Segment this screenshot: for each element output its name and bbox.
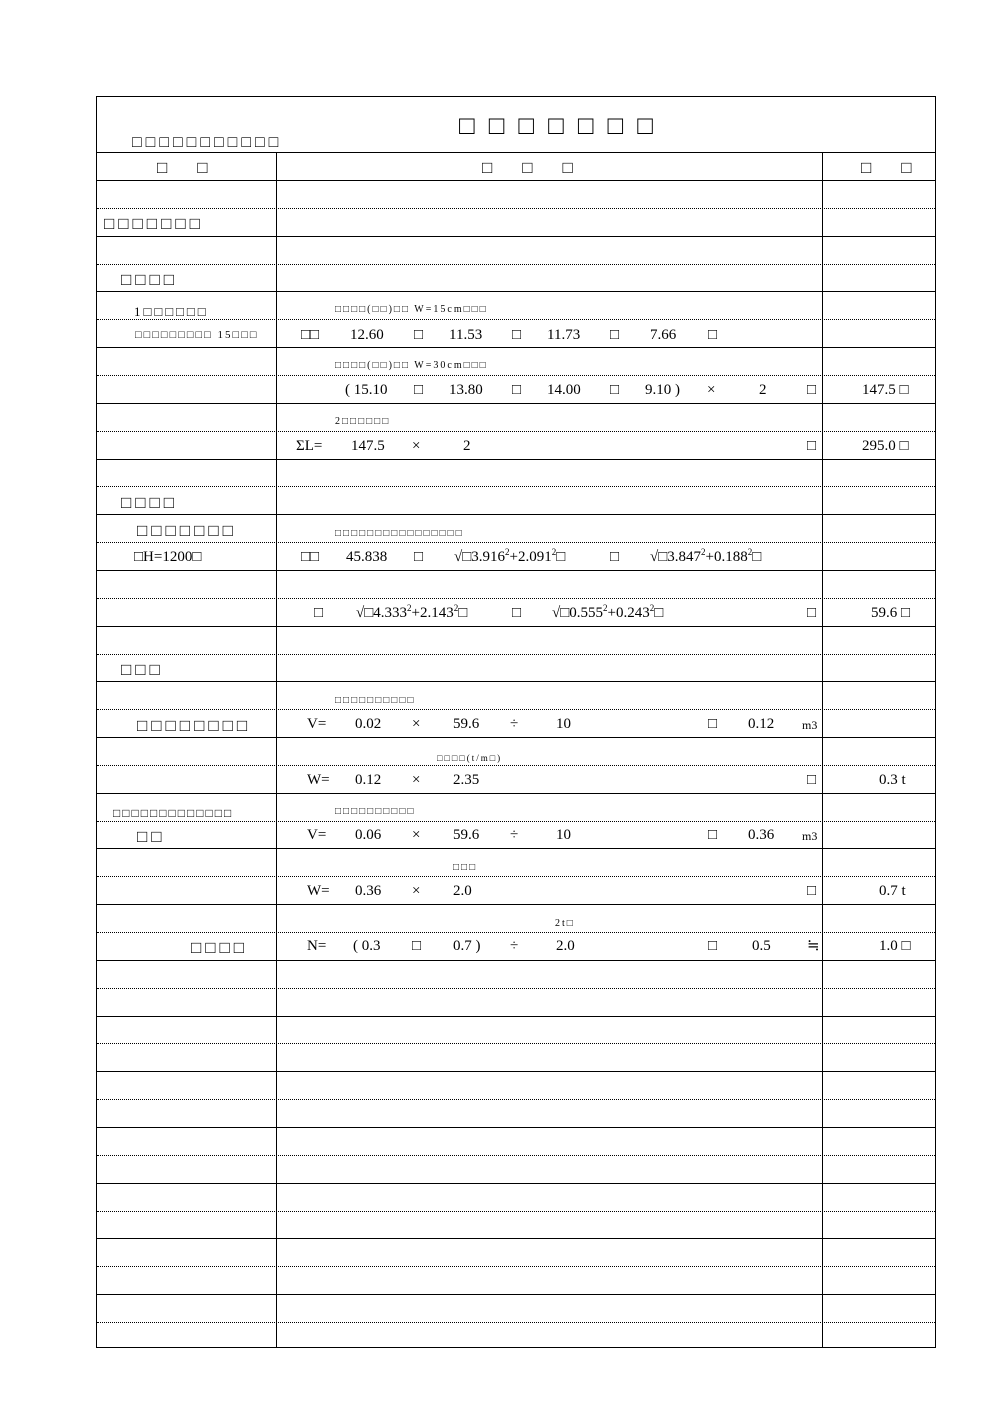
section-title-1: □□□□□□□ [104, 214, 204, 233]
exponent: 2 [649, 603, 655, 613]
row-rule [97, 626, 935, 627]
item-a-note-3: 2□□□□□□ [335, 416, 391, 427]
exponent: 2 [453, 603, 459, 613]
row-token: □ [314, 605, 324, 621]
row-rule [97, 960, 935, 961]
row-rule [97, 542, 935, 543]
row-rule [97, 1099, 935, 1100]
sqrt-term-3 [356, 603, 468, 621]
row-rule [97, 988, 935, 989]
exponent: 2 [603, 603, 608, 613]
row-token: □ [610, 327, 620, 343]
row-token: 13.80 [449, 382, 483, 398]
row-token: 0.36 [355, 883, 382, 899]
row-token: × [707, 382, 716, 398]
item-b-label: □□□□□□□ [137, 521, 237, 540]
row-token: □ [512, 327, 522, 343]
row-token: 12.60 [350, 327, 384, 343]
item-c-row-2 [307, 772, 817, 788]
row-token: □ [414, 382, 424, 398]
item-a-row-3 [296, 438, 817, 454]
row-token: 0.7 ) [453, 938, 481, 954]
row-rule [97, 737, 935, 738]
row-token: 2.0 [453, 883, 472, 899]
item-a-note-2: □□□□(□□)□□ W=30cm□□□ [335, 360, 488, 371]
row-rule [97, 1155, 935, 1156]
row-token: × [412, 883, 421, 899]
project-name: □□□□□□□□□□□ [132, 134, 283, 151]
row-rule [97, 821, 935, 822]
sqrt-part: □ [458, 605, 468, 621]
row-token: 10 [556, 827, 571, 843]
row-token: N= [307, 938, 327, 954]
row-token: □ [412, 938, 422, 954]
row-token: ÷ [510, 716, 519, 732]
row-rule [97, 848, 935, 849]
column-divider-1 [276, 152, 277, 1347]
row-rule [97, 431, 935, 432]
column-header-item: □□ [157, 158, 238, 177]
row-token: 7.66 [650, 327, 677, 343]
column-header-qty: □□ [861, 158, 942, 177]
item-d-row-2 [307, 883, 817, 899]
row-token: 2.0 [556, 938, 575, 954]
calculation-sheet [96, 96, 942, 1348]
item-a-row-2 [345, 382, 817, 398]
row-token: 2 [759, 382, 767, 398]
item-a-note-1: □□□□(□□)□□ W=15cm□□□ [335, 304, 488, 315]
row-token: 0.12 [748, 716, 775, 732]
exponent: 2 [551, 547, 557, 557]
row-token: × [412, 772, 421, 788]
row-token: □ [708, 716, 718, 732]
row-token: 59.6 [453, 827, 480, 843]
row-token: □ [807, 883, 817, 899]
sqrt-part: □ [752, 549, 762, 565]
item-a-qty-2: 147.5 □ [862, 382, 909, 398]
row-token: □ [414, 327, 424, 343]
row-token: ÷ [510, 827, 519, 843]
row-token: 10 [556, 716, 571, 732]
section-title-3: □□□□ [121, 493, 179, 512]
sqrt-part: +0.243 [607, 605, 650, 621]
item-e-qty: 1.0 □ [879, 938, 911, 954]
row-token: 59.6 [453, 716, 480, 732]
section-title-4: □□□ [121, 660, 164, 679]
item-c-note-1: □□□□□□□□□□ [335, 695, 416, 706]
row-token: □ [414, 549, 424, 565]
row-rule [97, 1127, 935, 1128]
row-token: □□ [301, 549, 320, 565]
row-token: W= [307, 772, 330, 788]
item-a-sub: □□□□□□□□□ 15□□□ [135, 329, 259, 341]
item-c-row-1 [307, 716, 818, 732]
column-divider-2 [822, 152, 823, 1347]
exponent: 2 [505, 547, 510, 557]
row-token: 0.12 [355, 772, 382, 788]
row-rule [97, 598, 935, 599]
row-token: □ [807, 382, 817, 398]
item-c-note-2: □□□□(t/m□) [437, 753, 503, 763]
sqrt-part: □ [556, 549, 566, 565]
sqrt-term-1 [454, 547, 566, 565]
item-b-sub: □H=1200□ [134, 549, 202, 565]
row-rule [97, 486, 935, 487]
row-rule [97, 904, 935, 905]
row-token: 0.36 [748, 827, 775, 843]
row-token: 2 [463, 438, 471, 454]
item-d-label: □□□□□□□□□□□□□ [113, 806, 234, 820]
unit: m3 [802, 829, 818, 843]
row-rule [97, 932, 935, 933]
row-token: □ [610, 549, 620, 565]
row-rule [97, 236, 935, 237]
item-e-note: 2t□ [555, 918, 575, 929]
item-d-note-2: □□□ [453, 862, 478, 873]
sqrt-part: +2.143 [411, 605, 454, 621]
row-rule [97, 1043, 935, 1044]
item-d-sub: □□ [137, 827, 166, 846]
row-token: 14.00 [547, 382, 581, 398]
row-rule [97, 1016, 935, 1017]
row-rule [97, 570, 935, 571]
row-token: □ [512, 605, 522, 621]
item-c-qty-2: 0.3 t [879, 772, 906, 788]
item-e-label: □□□□ [191, 938, 249, 957]
row-rule [97, 319, 935, 320]
row-token: 9.10 ) [645, 382, 680, 398]
row-token: 0.02 [355, 716, 382, 732]
item-a-label: 1□□□□□□ [134, 304, 209, 319]
sqrt-part: +2.091 [509, 549, 552, 565]
row-rule [97, 1183, 935, 1184]
row-rule [97, 1071, 935, 1072]
item-d-qty-2: 0.7 t [879, 883, 906, 899]
header-divider [97, 152, 935, 153]
row-rule [97, 375, 935, 376]
row-rule [97, 514, 935, 515]
item-c-label: □□□□□□□□ [137, 716, 252, 735]
row-rule [97, 403, 935, 404]
row-token: □ [512, 382, 522, 398]
item-d-row-1 [307, 827, 818, 843]
row-rule [97, 709, 935, 710]
row-token: □□ [301, 327, 320, 343]
row-token: 0.06 [355, 827, 382, 843]
sqrt-part: √□4.333 [356, 605, 408, 621]
item-a-qty-3: 295.0 □ [862, 438, 909, 454]
column-header-divider [97, 180, 935, 181]
row-rule [97, 876, 935, 877]
row-rule [97, 765, 935, 766]
row-rule [97, 208, 935, 209]
exponent: 2 [747, 547, 753, 557]
row-rule [97, 264, 935, 265]
row-rule [97, 347, 935, 348]
exponent: 2 [407, 603, 412, 613]
sqrt-term-2 [650, 547, 762, 565]
item-b-note: □□□□□□□□□□□□□□□□ [335, 528, 464, 539]
row-rule [97, 1266, 935, 1267]
row-token: × [412, 716, 421, 732]
row-token: 0.5 [752, 938, 771, 954]
sqrt-part: √□3.847 [650, 549, 702, 565]
row-token: 147.5 [351, 438, 385, 454]
sqrt-part: +0.188 [705, 549, 748, 565]
row-rule [97, 1322, 935, 1323]
item-b-qty: 59.6 □ [871, 605, 911, 621]
row-rule [97, 1211, 935, 1212]
row-token: W= [307, 883, 330, 899]
row-token: ÷ [510, 938, 519, 954]
row-rule [97, 654, 935, 655]
row-rule [97, 291, 935, 292]
unit: m3 [802, 718, 818, 732]
row-token: □ [807, 772, 817, 788]
row-token: ≒ [807, 938, 820, 954]
exponent: 2 [701, 547, 706, 557]
row-token: 2.35 [453, 772, 480, 788]
row-token: □ [610, 382, 620, 398]
row-token: 11.73 [547, 327, 581, 343]
item-e-row [307, 938, 820, 954]
row-rule [97, 1294, 935, 1295]
row-token: □ [807, 605, 817, 621]
row-token: □ [807, 438, 817, 454]
page-title: □□□□□□□ [459, 111, 667, 140]
row-rule [97, 1238, 935, 1239]
row-token: × [412, 438, 421, 454]
item-d-note-1: □□□□□□□□□□ [335, 806, 416, 817]
item-a-row-1 [301, 327, 718, 343]
row-token: □ [708, 827, 718, 843]
row-token: × [412, 827, 421, 843]
row-token: V= [307, 827, 327, 843]
row-token: 11.53 [449, 327, 483, 343]
row-token: □ [708, 327, 718, 343]
row-token: □ [708, 938, 718, 954]
row-rule [97, 681, 935, 682]
sqrt-part: □ [654, 605, 664, 621]
row-token: ( 0.3 [353, 938, 381, 954]
row-rule [97, 459, 935, 460]
section-title-2: □□□□ [121, 270, 179, 289]
row-rule [97, 793, 935, 794]
sqrt-part: √□3.916 [454, 549, 506, 565]
item-b-row-2 [314, 603, 817, 621]
row-token: ΣL= [296, 438, 323, 454]
item-b-row-1 [301, 547, 762, 565]
sqrt-term-4 [552, 603, 664, 621]
sqrt-part: √□0.555 [552, 605, 604, 621]
row-token: ( 15.10 [345, 382, 388, 398]
column-header-calc: □□□ [482, 158, 603, 177]
row-token: V= [307, 716, 327, 732]
row-token: 45.838 [346, 549, 388, 565]
